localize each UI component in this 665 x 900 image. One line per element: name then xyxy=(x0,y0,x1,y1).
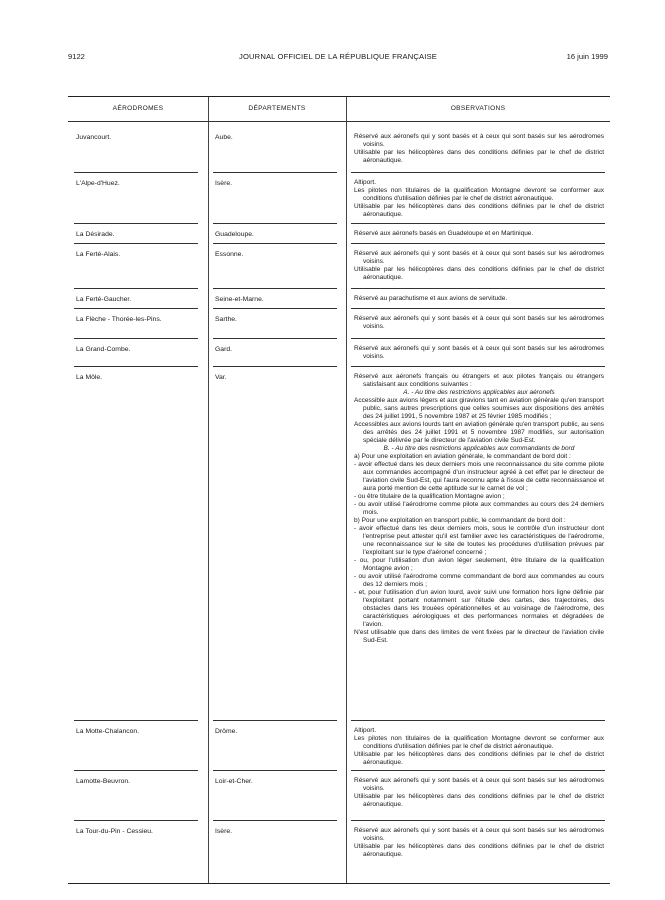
observation-paragraph: - avoir effectué dans les deux derniers mois une reconnaissance du site comme pilote aux commandes accompagné d'un instructeur agréé à cet effet par le directeur de l'aviation civile Sud-Est, qui l'aura reconnu apte à l'issue de cette reconnaissance et aura porté mention de cette aptitude sur le carnet de vol ; xyxy=(354,461,604,492)
aerodrome-name: La Ferté-Gaucher. xyxy=(76,296,132,303)
observations-cell xyxy=(354,179,604,219)
observation-paragraph: - ou, pour l'utilisation d'un avion léger seulement, être titulaire de la qualification Montagne avion ; xyxy=(354,557,604,572)
row-separator xyxy=(351,172,605,173)
row-separator xyxy=(74,288,198,289)
observation-paragraph: Réservé aux aéronefs basés en Guadeloupe et en Martinique. xyxy=(354,230,534,237)
observations-cell xyxy=(354,827,604,859)
departement-name: Seine-et-Marne. xyxy=(215,296,264,303)
aerodrome-name: Juvancourt. xyxy=(76,134,112,141)
row-separator xyxy=(351,338,605,339)
observation-paragraph: Utilisable par les hélicoptères dans des conditions définies par le chef de district aéronautique. xyxy=(354,266,604,281)
aerodrome-name: Lamotte-Beuvron. xyxy=(76,778,131,785)
page-number: 9122 xyxy=(68,52,85,61)
row-separator xyxy=(213,770,337,771)
observation-paragraph: Accessibles aux avions lourds tant en aviation générale qu'en transport public, au sens des arrêtés des 24 juillet 1991 et 5 novembre 1987 modifiés, sur autorisation spéciale délivrée par le directeur de l'aviation civile Sud-Est. xyxy=(354,421,604,444)
row-separator xyxy=(351,820,605,821)
departement-name: Isère. xyxy=(215,828,232,835)
observation-paragraph: Les pilotes non titulaires de la qualification Montagne devront se conformer aux conditions d'utilisation définies par le chef de district aéronautique. xyxy=(354,187,604,202)
observation-paragraph: Réservé aux aéronefs qui y sont basés et à ceux qui sont basés sur les aérodromes voisins. xyxy=(354,315,604,330)
row-separator xyxy=(213,308,337,309)
departement-name: Guadeloupe. xyxy=(215,231,254,238)
row-separator xyxy=(351,308,605,309)
departement-name: Essonne. xyxy=(215,251,244,258)
observation-paragraph: A. - Au titre des restrictions applicables aux aéronefs xyxy=(403,389,555,396)
column-divider xyxy=(346,97,347,883)
header-rule xyxy=(68,121,610,122)
row-separator xyxy=(74,308,198,309)
departement-name: Loir-et-Cher. xyxy=(215,778,253,785)
row-separator xyxy=(74,720,198,721)
observation-paragraph: a) Pour une exploitation en aviation générale, le commandant de bord doit : xyxy=(354,453,571,460)
journal-title: JOURNAL OFFICIEL DE LA RÉPUBLIQUE FRANÇAISE xyxy=(239,52,437,61)
observations-cell xyxy=(354,250,604,282)
row-separator xyxy=(213,223,337,224)
observations-cell xyxy=(354,777,604,809)
observations-cell xyxy=(354,727,604,767)
row-separator xyxy=(351,243,605,244)
column-header-departements: DÉPARTEMENTS xyxy=(248,105,306,112)
observation-paragraph: Altiport. xyxy=(354,727,377,734)
observation-paragraph: Réservé aux aéronefs français ou étrangers et aux pilotes français ou étrangers satisfaisant aux conditions suivantes : xyxy=(354,373,604,388)
departement-name: Isère. xyxy=(215,180,232,187)
column-header-aerodromes: AÉRODROMES xyxy=(112,105,164,112)
observation-paragraph: Utilisable par les hélicoptères dans des conditions définies par le chef de district aéronautique. xyxy=(354,793,604,808)
row-separator xyxy=(74,172,198,173)
row-separator xyxy=(74,243,198,244)
row-separator xyxy=(213,172,337,173)
aerodrome-name: La Ferté-Alais. xyxy=(76,251,121,258)
aerodrome-name: La Tour-du-Pin - Cessieu. xyxy=(76,828,153,835)
observation-paragraph: Réservé aux aéronefs qui y sont basés et à ceux qui sont basés sur les aérodromes voisins. xyxy=(354,133,604,148)
departement-name: Sarthe. xyxy=(215,316,237,323)
observation-paragraph: Réservé au parachutisme et aux avions de servitude. xyxy=(354,295,508,302)
aerodrome-name: La Grand-Combe. xyxy=(76,346,131,353)
row-separator xyxy=(213,338,337,339)
row-separator xyxy=(74,366,198,367)
column-divider xyxy=(208,97,209,883)
observations-cell xyxy=(354,345,604,361)
observation-paragraph: Altiport. xyxy=(354,179,377,186)
observation-paragraph: - ou être titulaire de la qualification Montagne avion ; xyxy=(354,493,505,500)
row-separator xyxy=(213,288,337,289)
row-separator xyxy=(213,820,337,821)
observation-paragraph: Les pilotes non titulaires de la qualification Montagne devront se conformer aux conditions d'utilisation définies par le chef de district aéronautique. xyxy=(354,735,604,750)
observations-cell xyxy=(354,230,604,238)
observation-paragraph: - ou avoir utilisé l'aérodrome comme pilote aux commandes au cours des 24 derniers mois. xyxy=(354,501,604,516)
aerodrome-name: La Flèche - Thorée-les-Pins. xyxy=(76,316,162,323)
observation-paragraph: Réservé aux aéronefs qui y sont basés et à ceux qui sont basés sur les aérodromes voisins. xyxy=(354,250,604,265)
observation-paragraph: Accessible aux avions légers et aux giravions tant en aviation générale qu'en transport public, sans autres prescriptions que celles soumises aux dispositions des arrêtés des 24 juillet 1991, 5 novembre 1987 et 25 février 1985 modifiés ; xyxy=(354,397,604,420)
departement-name: Drôme. xyxy=(215,728,238,735)
row-separator xyxy=(351,720,605,721)
observation-paragraph: - avoir effectué dans les deux derniers mois, sous le contrôle d'un instructeur dont l'entreprise peut attester qu'il est familier avec les caractéristiques de l'aérodrome, une reconnaissance sur le site de toutes les procédures d'utilisation prévues par l'exploitant sur le type d'aéronef concerné ; xyxy=(354,525,604,556)
observation-paragraph: Utilisable par les hélicoptères dans des conditions définies par le chef de district aéronautique. xyxy=(354,203,604,218)
observation-paragraph: N'est utilisable que dans des limites de vent fixées par le directeur de l'aviation civile Sud-Est. xyxy=(354,629,604,644)
departement-name: Aube. xyxy=(215,134,233,141)
row-separator xyxy=(213,366,337,367)
aerodrome-name: La Môle. xyxy=(76,374,103,381)
row-separator xyxy=(351,288,605,289)
observation-paragraph: - et, pour l'utilisation d'un avion lourd, avoir suivi une formation hors ligne définie par l'exploitant portant notamment sur l'étude des cartes, des trajectoires, des obstacles dans les trouées opérationnelles et au voisinage de l'aérodrome, des caractéristiques aérologiques et des performances normales et dégradées de l'avion. xyxy=(354,589,604,628)
observations-cell xyxy=(354,315,604,331)
publication-date: 16 juin 1999 xyxy=(566,52,608,61)
aerodrome-name: La Désirade. xyxy=(76,231,115,238)
row-separator xyxy=(213,720,337,721)
column-header-observations: OBSERVATIONS xyxy=(450,105,506,112)
row-separator xyxy=(351,223,605,224)
row-separator xyxy=(74,338,198,339)
row-separator xyxy=(74,770,198,771)
observation-paragraph: Utilisable par les hélicoptères dans des conditions définies par le chef de district aéronautique. xyxy=(354,751,604,766)
aerodrome-name: L'Alpe-d'Huez. xyxy=(76,180,120,187)
row-separator xyxy=(74,820,198,821)
row-separator xyxy=(213,243,337,244)
aerodrome-name: La Motte-Chalancon. xyxy=(76,728,140,735)
observation-paragraph: Réservé aux aéronefs qui y sont basés et à ceux qui sont basés sur les aérodromes voisins. xyxy=(354,827,604,842)
observations-cell xyxy=(354,295,604,303)
row-separator xyxy=(351,366,605,367)
page-header xyxy=(68,52,608,66)
observation-paragraph: b) Pour une exploitation en transport public, le commandant de bord doit : xyxy=(354,517,566,524)
observation-paragraph: Utilisable par les hélicoptères dans des conditions définies par le chef de district aéronautique. xyxy=(354,843,604,858)
observation-paragraph: - ou avoir utilisé l'aérodrome comme commandant de bord aux commandes au cours des 12 derniers mois ; xyxy=(354,573,604,588)
observation-paragraph: Réservé aux aéronefs qui y sont basés et à ceux qui sont basés sur les aérodromes voisins. xyxy=(354,345,604,360)
row-separator xyxy=(351,770,605,771)
observation-paragraph: Réservé aux aéronefs qui y sont basés et à ceux qui sont basés sur les aérodromes voisins. xyxy=(354,777,604,792)
row-separator xyxy=(74,223,198,224)
observations-cell xyxy=(354,373,604,645)
observations-cell xyxy=(354,133,604,165)
observation-paragraph: B. - Au titre des restrictions applicables aux commandants de bord xyxy=(383,445,575,452)
observation-paragraph: Utilisable par les hélicoptères dans des conditions définies par le chef de district aéronautique. xyxy=(354,149,604,164)
departement-name: Gard. xyxy=(215,346,232,353)
departement-name: Var. xyxy=(215,374,227,381)
aerodromes-table xyxy=(68,96,610,884)
